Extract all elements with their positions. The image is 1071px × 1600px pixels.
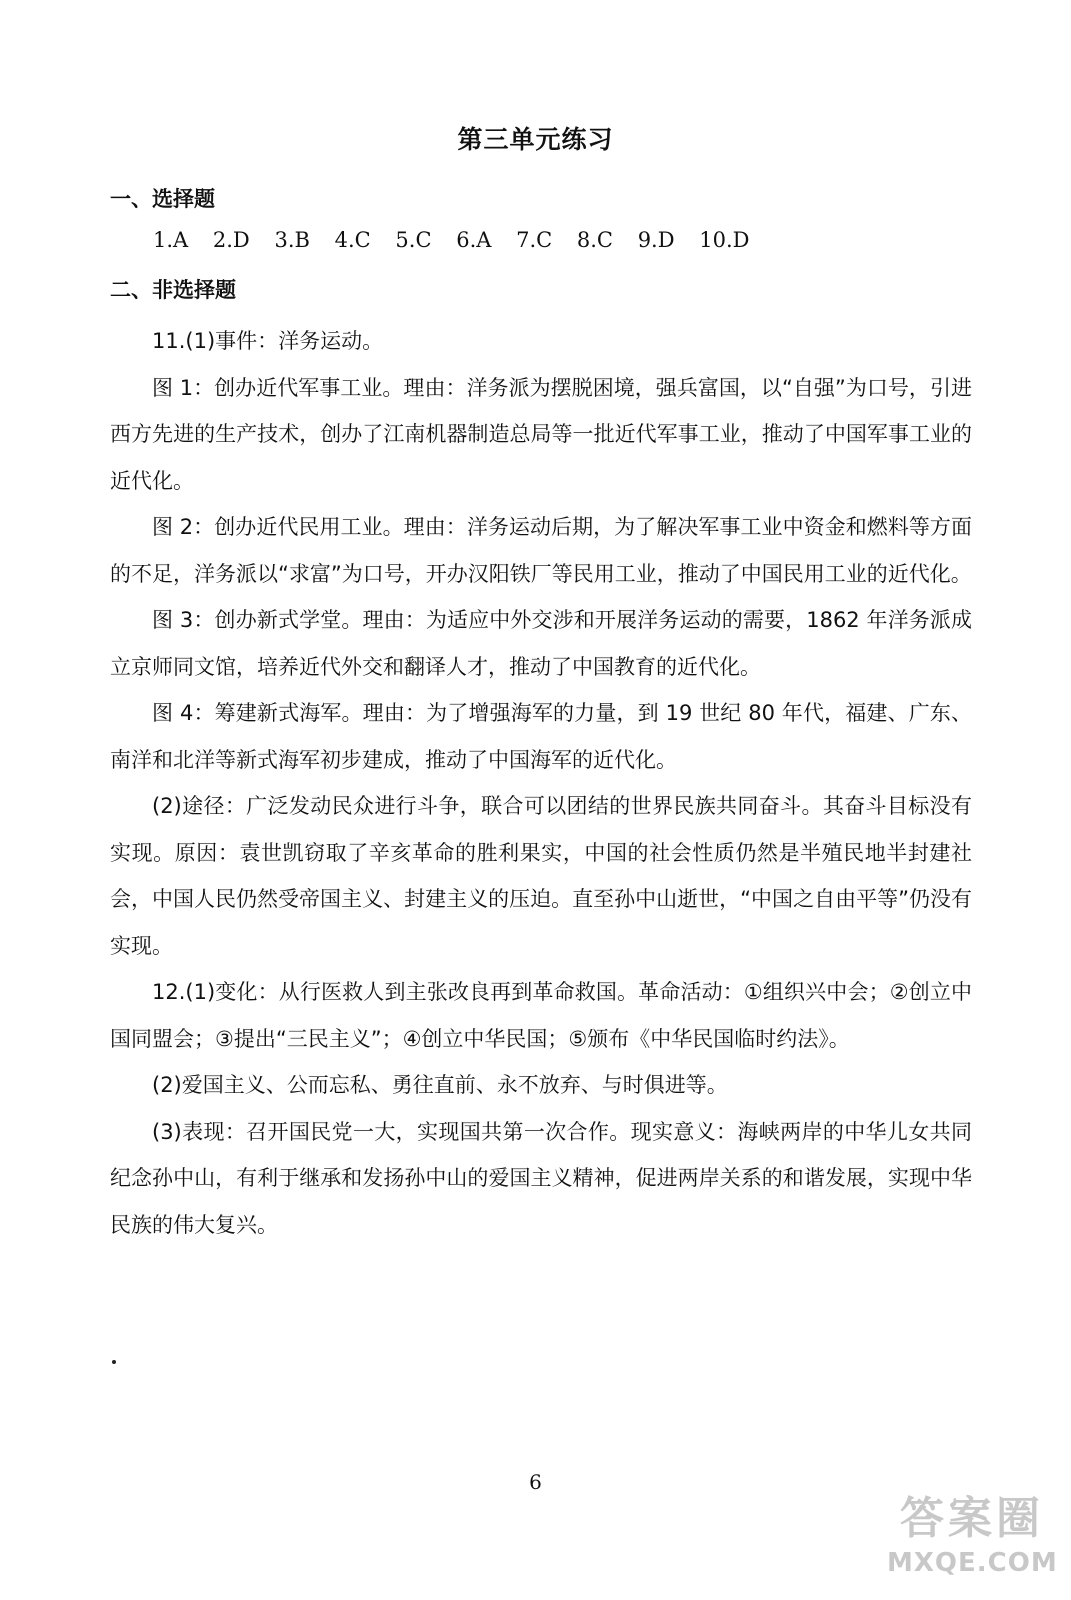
answer-item: 8.C: [576, 228, 613, 252]
answer-paragraph: 图 1：创办近代军事工业。理由：洋务派为摆脱困境，强兵富国，以“自强”为口号，引进西方先进的生产技术，创办了江南机器制造总局等一批近代军事工业，推动了中国军事工业的近代化。: [110, 375, 972, 493]
answer-paragraph: 图 3：创办新式学堂。理由：为适应中外交涉和开展洋务运动的需要，1862 年洋务派成立京师同文馆，培养近代外交和翻译人才，推动了中国教育的近代化。: [110, 608, 972, 679]
answer-paragraph: (2)爱国主义、公而忘私、勇往直前、永不放弃、与时俱进等。: [152, 1073, 728, 1097]
answer-item: 6.A: [456, 228, 492, 252]
answer-item: 9.D: [637, 228, 675, 252]
answer-paragraph: 11.(1)事件：洋务运动。: [152, 329, 384, 353]
stray-dot: [112, 1360, 116, 1364]
section-heading-choice: 一、选择题: [110, 187, 215, 211]
answer-item: 3.B: [274, 228, 310, 252]
answer-item: 4.C: [334, 228, 371, 252]
page-title: 第三单元练习: [457, 125, 614, 154]
answer-paragraph: 图 4：筹建新式海军。理由：为了增强海军的力量，到 19 世纪 80 年代，福建、广东、南洋和北洋等新式海军初步建成，推动了中国海军的近代化。: [110, 701, 972, 772]
answer-paragraph: (3)表现：召开国民党一大，实现国共第一次合作。现实意义：海峡两岸的中华儿女共同纪念孙中山，有利于继承和发扬孙中山的爱国主义精神，促进两岸关系的和谐发展，实现中华民族的伟大复兴。: [110, 1119, 972, 1237]
answer-key-row: [153, 228, 767, 252]
page-number: 6: [529, 1470, 542, 1494]
answer-item: 7.C: [516, 228, 553, 252]
answer-item: 2.D: [212, 228, 250, 252]
answer-paragraph: 图 2：创办近代民用工业。理由：洋务运动后期，为了解决军事工业中资金和燃料等方面的不足，洋务派以“求富”为口号，开办汉阳铁厂等民用工业，推动了中国民用工业的近代化。: [110, 515, 972, 586]
answer-item: 10.D: [699, 228, 750, 252]
section-heading-nonchoice: 二、非选择题: [110, 278, 236, 302]
answer-paragraph: 12.(1)变化：从行医救人到主张改良再到革命救国。革命活动：①组织兴中会；②创立中国同盟会；③提出“三民主义”；④创立中华民国；⑤颁布《中华民国临时约法》。: [110, 980, 972, 1051]
answer-paragraph: (2)途径：广泛发动民众进行斗争，联合可以团结的世界民族共同奋斗。其奋斗目标没有实现。原因：袁世凯窃取了辛亥革命的胜利果实，中国的社会性质仍然是半殖民地半封建社会，中国人民仍然受帝国主义、封建主义的压迫。直至孙中山逝世，“中国之自由平等”仍没有实现。: [110, 794, 972, 958]
answer-body: [110, 318, 972, 1248]
watermark-chars: 答案圈: [900, 1493, 1044, 1544]
answer-item: 1.A: [153, 228, 189, 252]
answer-item: 5.C: [395, 228, 432, 252]
watermark-logo: [887, 1490, 1057, 1590]
watermark-url: MXQE.COM: [887, 1548, 1058, 1578]
